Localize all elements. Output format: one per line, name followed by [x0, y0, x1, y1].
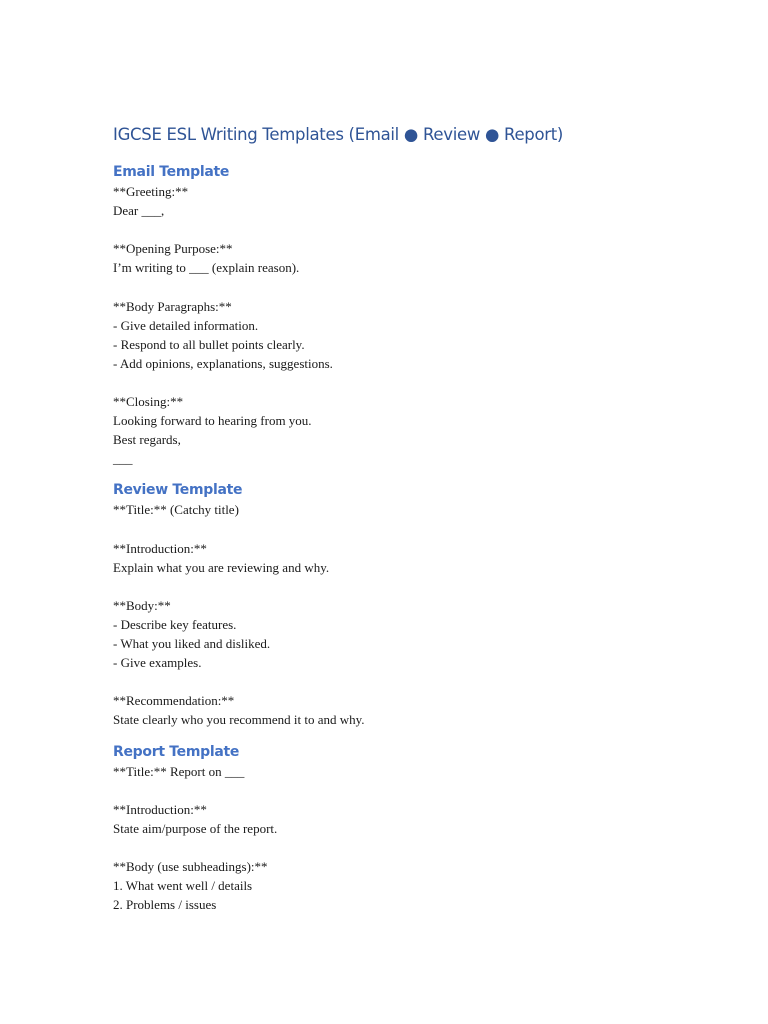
- text-line: **Recommendation:**: [113, 693, 235, 709]
- text-line: Dear ___,: [113, 203, 165, 219]
- text-line: **Title:** (Catchy title): [113, 502, 239, 518]
- text-line: **Greeting:**: [113, 184, 189, 199]
- blank-line: [113, 277, 673, 296]
- text-line: **Closing:**: [113, 394, 184, 410]
- text-line: I’m writing to ___ (explain reason).: [113, 260, 300, 276]
- text-line: **Body Paragraphs:**: [113, 298, 232, 314]
- text-line: - Add opinions, explanations, suggestions.: [113, 355, 333, 371]
- document-title: IGCSE ESL Writing Templates (Email ● Review ● Report): [113, 125, 564, 144]
- review-template-section: [113, 476, 673, 729]
- text-line: **Body:**: [113, 597, 171, 613]
- text-line: **Introduction:**: [113, 801, 207, 817]
- section-heading: Review Template: [113, 482, 243, 499]
- blank-line: [113, 781, 673, 800]
- section-heading: Email Template: [113, 164, 230, 180]
- blank-line: [113, 520, 673, 539]
- text-line: State clearly who you recommend it to and why.: [113, 712, 365, 728]
- blank-line: [113, 220, 673, 239]
- text-line: **Opening Purpose:**: [113, 241, 233, 257]
- text-line: - Describe key features.: [113, 616, 237, 632]
- section-body: [113, 762, 673, 915]
- text-line: **Introduction:**: [113, 540, 207, 556]
- report-template-section: [113, 738, 673, 915]
- text-line: - What you liked and disliked.: [113, 636, 271, 652]
- section-heading: Report Template: [113, 743, 240, 760]
- text-line: - Respond to all bullet points clearly.: [113, 336, 305, 352]
- text-line: Best regards,: [113, 432, 181, 448]
- email-template-section: [113, 158, 673, 468]
- text-line: - Give detailed information.: [113, 317, 259, 333]
- document-content: [113, 120, 673, 914]
- text-line: Looking forward to hearing from you.: [113, 413, 312, 429]
- section-body: [113, 182, 673, 468]
- blank-line: [113, 577, 673, 596]
- blank-line: [113, 672, 673, 691]
- section-body: [113, 500, 673, 729]
- text-line: **Title:** Report on ___: [113, 763, 245, 779]
- text-line: Explain what you are reviewing and why.: [113, 559, 330, 575]
- blank-line: [113, 373, 673, 392]
- text-line: - Give examples.: [113, 655, 202, 671]
- blank-line: [113, 838, 673, 857]
- text-line: 1. What went well / details: [113, 878, 253, 894]
- text-line: State aim/purpose of the report.: [113, 820, 278, 836]
- text-line: ___: [113, 451, 133, 467]
- text-line: 2. Problems / issues: [113, 897, 217, 913]
- text-line: **Body (use subheadings):**: [113, 859, 268, 874]
